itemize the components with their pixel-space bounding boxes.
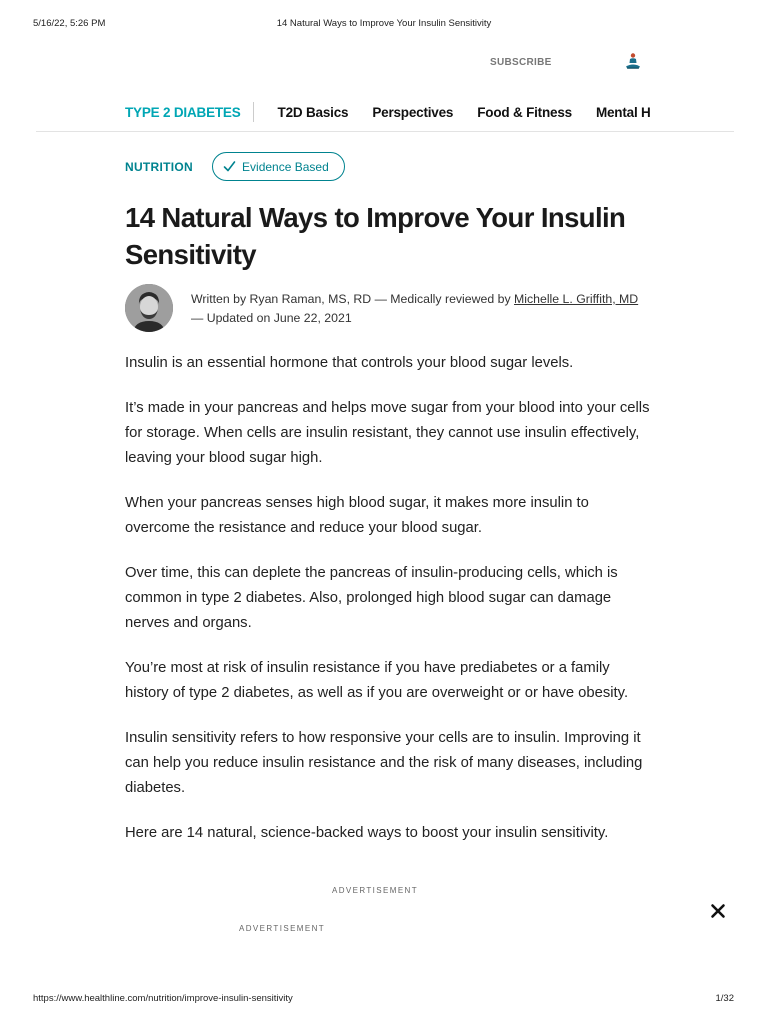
print-date: 5/16/22, 5:26 PM bbox=[33, 18, 106, 29]
paragraph: When your pancreas senses high blood sugar, it makes more insulin to overcome the resistance and reduce your blood sugar. bbox=[125, 495, 589, 536]
nav-item-food-fitness[interactable]: Food & Fitness bbox=[477, 104, 572, 120]
nav-brand-type-2-diabetes[interactable]: TYPE 2 DIABETES bbox=[125, 104, 241, 120]
article-title: 14 Natural Ways to Improve Your Insulin Sensitivity bbox=[125, 202, 626, 270]
section-nav bbox=[125, 101, 651, 123]
author-avatar[interactable] bbox=[125, 284, 173, 332]
advertisement-label: ADVERTISEMENT bbox=[239, 924, 326, 933]
byline-updated: — Updated on June 22, 2021 bbox=[191, 311, 352, 325]
article-meta-row bbox=[125, 152, 345, 181]
print-page-title: 14 Natural Ways to Improve Your Insulin Sensitivity bbox=[276, 18, 492, 29]
print-url: https://www.healthline.com/nutrition/improve-insulin-sensitivity bbox=[33, 993, 293, 1004]
paragraph: It’s made in your pancreas and helps move sugar from your blood into your cells for storage. When cells are insulin resistant, they cannot use insulin effectively, leaving your blood sugar high. bbox=[125, 400, 650, 466]
print-page-number: 1/32 bbox=[715, 993, 734, 1004]
paragraph: Insulin sensitivity refers to how responsive your cells are to insulin. Improving it can help you reduce insulin resistance and the risk of many diseases, including diabetes. bbox=[125, 730, 643, 796]
nav-separator bbox=[253, 102, 254, 122]
nav-divider bbox=[36, 131, 734, 132]
evidence-based-badge[interactable] bbox=[212, 152, 345, 181]
evidence-based-label: Evidence Based bbox=[242, 159, 329, 174]
paragraph: You’re most at risk of insulin resistance if you have prediabetes or a family history of type 2 diabetes, as well as if you are overweight or or have obesity. bbox=[125, 660, 629, 701]
subscribe-link[interactable]: SUBSCRIBE bbox=[490, 57, 552, 68]
paragraph: Over time, this can deplete the pancreas of insulin-producing cells, which is common in type 2 diabetes. Also, prolonged high blood sugar can damage nerves and organs. bbox=[125, 565, 618, 631]
article-byline bbox=[191, 290, 641, 328]
advertisement-label: ADVERTISEMENT bbox=[331, 886, 419, 895]
checkmark-icon bbox=[223, 160, 236, 173]
close-icon[interactable] bbox=[709, 902, 727, 920]
person-meditating-icon[interactable] bbox=[624, 52, 642, 70]
byline-author: Written by Ryan Raman, MS, RD — Medically reviewed by bbox=[191, 292, 515, 306]
category-link[interactable]: NUTRITION bbox=[125, 159, 194, 174]
nav-item-perspectives[interactable]: Perspectives bbox=[372, 104, 454, 120]
paragraph: Here are 14 natural, science-backed ways to boost your insulin sensitivity. bbox=[125, 825, 609, 841]
paragraph: Insulin is an essential hormone that controls your blood sugar levels. bbox=[125, 355, 574, 371]
nav-item-t2d-basics[interactable]: T2D Basics bbox=[277, 104, 349, 120]
reviewer-link[interactable]: Michelle L. Griffith, MD bbox=[514, 292, 639, 306]
article-body bbox=[125, 351, 650, 866]
nav-item-mental-health[interactable]: Mental H bbox=[595, 104, 651, 120]
